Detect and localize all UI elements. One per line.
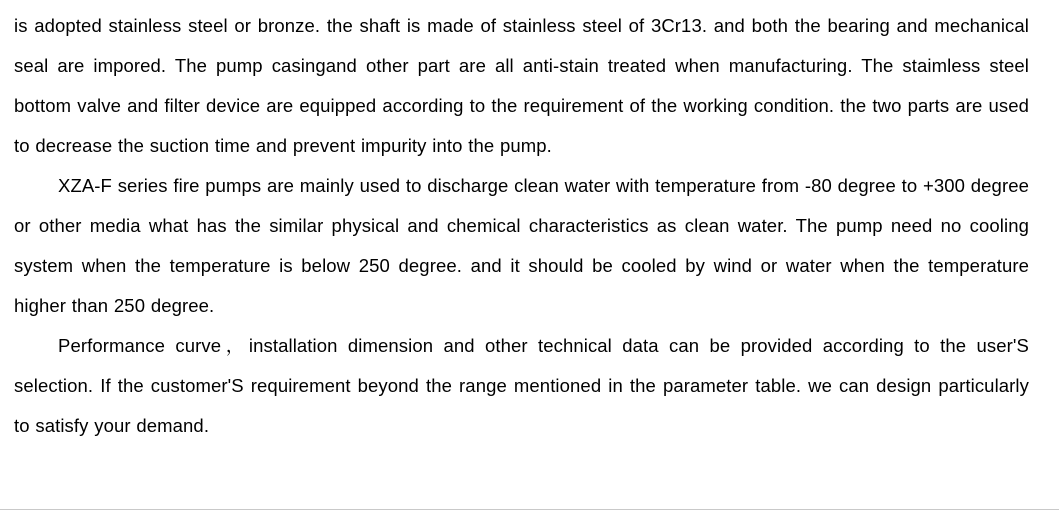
document-text-body [14, 6, 1029, 446]
paragraph-performance: Performance curve，installation dimension and other technical data can be provided according to the user'S selection. If the customer'S requirement beyond the range mentioned in the parameter table. we can design particularly to satisfy your demand. [14, 335, 1029, 436]
paragraph-application: XZA-F series fire pumps are mainly used to discharge clean water with temperature from -80 degree to +300 degree or other media what has the similar physical and chemical characteristics as clean water. The pump need no cooling system when the temperature is below 250 degree. and it should be cooled by wind or water when the temperature higher than 250 degree. [14, 175, 1029, 316]
paragraph-materials: is adopted stainless steel or bronze. the shaft is made of stainless steel of 3Cr13. and both the bearing and mechanical seal are impored. The pump casingand other part are all anti-stain treated when manufacturing. The staimless steel bottom valve and filter device are equipped according to the requirement of the working condition. the two parts are used to decrease the suction time and prevent impurity into the pump. [14, 15, 1029, 156]
